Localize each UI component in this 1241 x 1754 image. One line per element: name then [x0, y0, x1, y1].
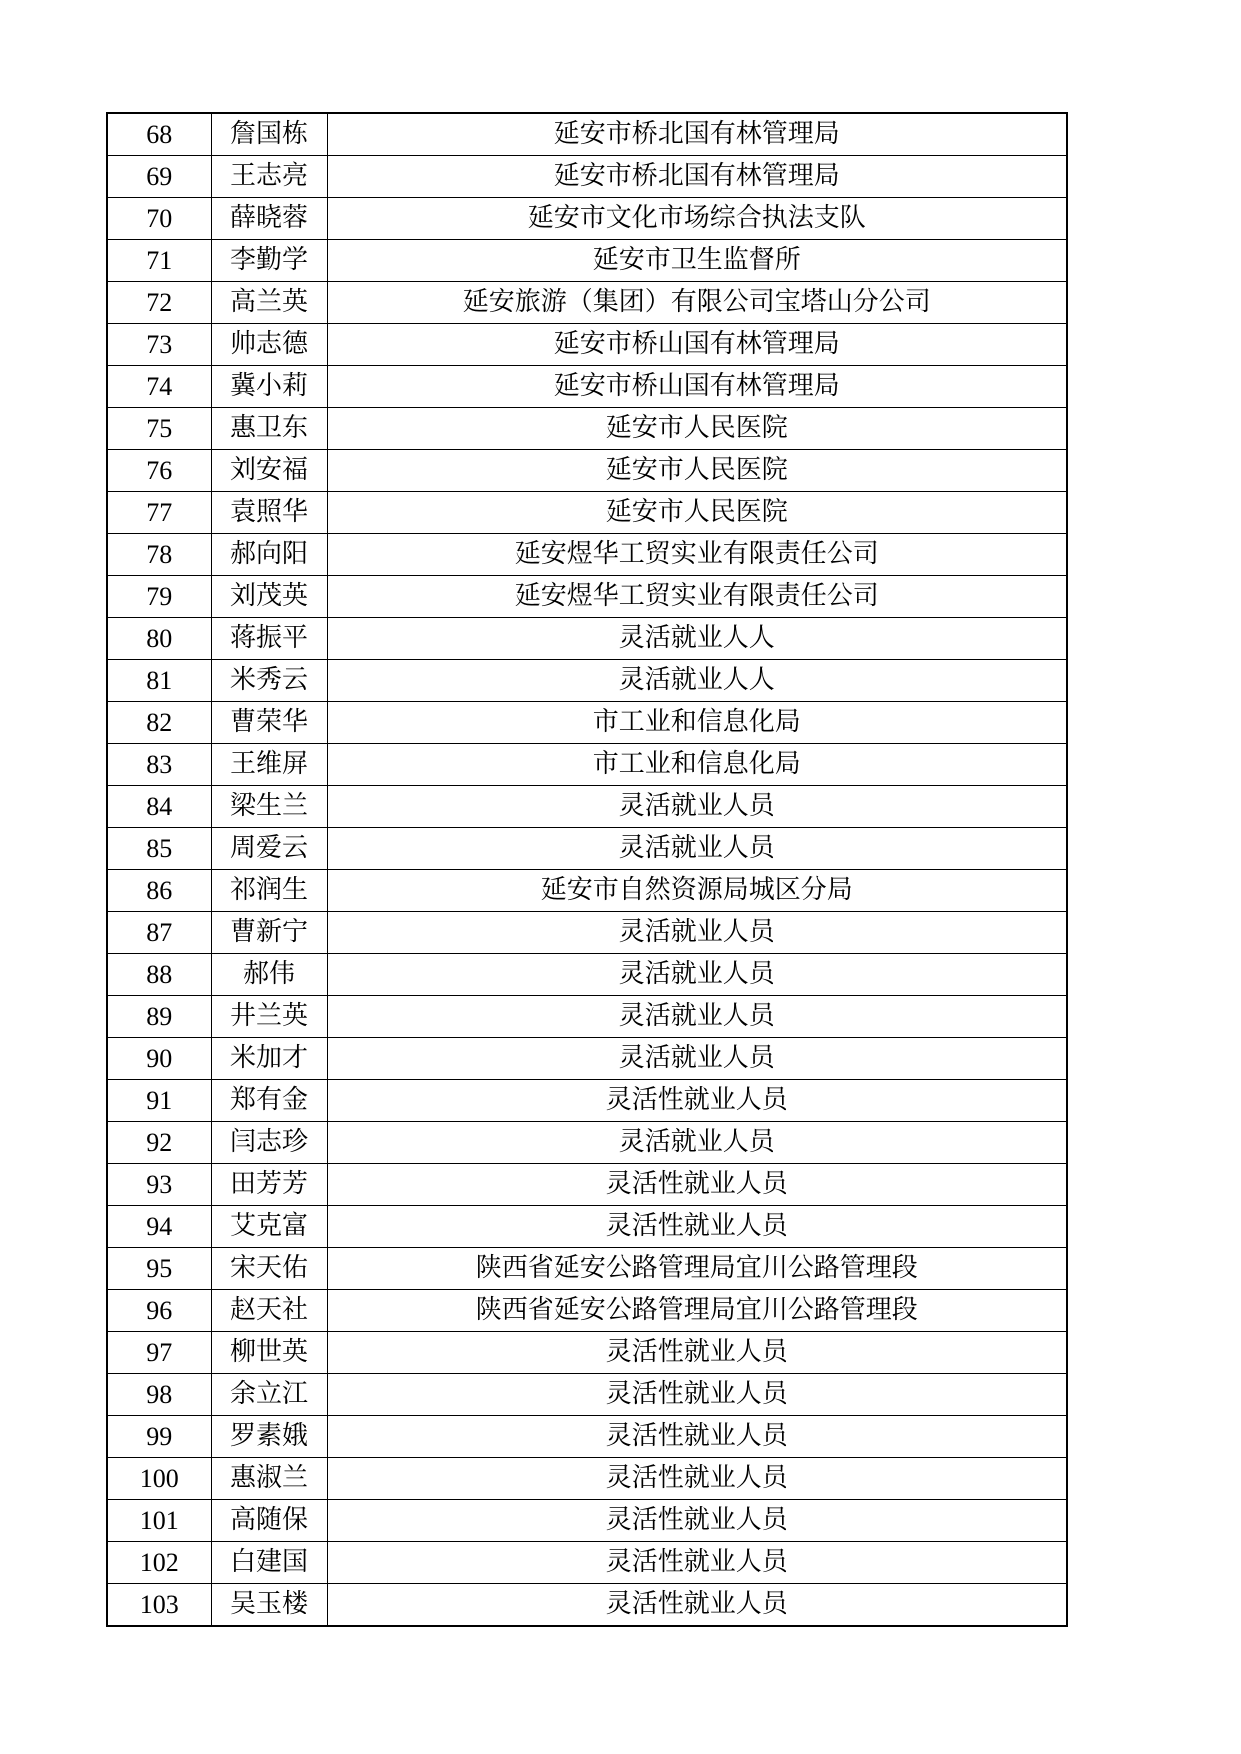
- roster-table: [106, 112, 1068, 1627]
- table-row: [107, 828, 1067, 870]
- person-name: 宋天佑: [211, 1248, 327, 1290]
- row-number: 68: [107, 113, 211, 156]
- work-unit: 延安市人民医院: [327, 450, 1067, 492]
- table-row: [107, 198, 1067, 240]
- table-row: [107, 954, 1067, 996]
- row-number: 80: [107, 618, 211, 660]
- row-number: 84: [107, 786, 211, 828]
- table-row: [107, 744, 1067, 786]
- work-unit: 灵活性就业人员: [327, 1458, 1067, 1500]
- person-name: 井兰英: [211, 996, 327, 1038]
- person-name: 曹新宁: [211, 912, 327, 954]
- work-unit: 灵活性就业人员: [327, 1164, 1067, 1206]
- person-name: 郝伟: [211, 954, 327, 996]
- row-number: 70: [107, 198, 211, 240]
- work-unit: 灵活就业人人: [327, 660, 1067, 702]
- person-name: 詹国栋: [211, 113, 327, 156]
- work-unit: 灵活就业人员: [327, 954, 1067, 996]
- work-unit: 陕西省延安公路管理局宜川公路管理段: [327, 1290, 1067, 1332]
- person-name: 赵天社: [211, 1290, 327, 1332]
- person-name: 帅志德: [211, 324, 327, 366]
- person-name: 袁照华: [211, 492, 327, 534]
- person-name: 艾克富: [211, 1206, 327, 1248]
- table-row: [107, 282, 1067, 324]
- table-row: [107, 534, 1067, 576]
- row-number: 83: [107, 744, 211, 786]
- work-unit: 延安市桥北国有林管理局: [327, 113, 1067, 156]
- row-number: 103: [107, 1584, 211, 1627]
- row-number: 98: [107, 1374, 211, 1416]
- work-unit: 灵活性就业人员: [327, 1416, 1067, 1458]
- work-unit: 灵活就业人员: [327, 1038, 1067, 1080]
- person-name: 余立江: [211, 1374, 327, 1416]
- row-number: 71: [107, 240, 211, 282]
- person-name: 米秀云: [211, 660, 327, 702]
- person-name: 蒋振平: [211, 618, 327, 660]
- row-number: 72: [107, 282, 211, 324]
- person-name: 刘安福: [211, 450, 327, 492]
- work-unit: 延安煜华工贸实业有限责任公司: [327, 534, 1067, 576]
- row-number: 86: [107, 870, 211, 912]
- person-name: 王志亮: [211, 156, 327, 198]
- row-number: 94: [107, 1206, 211, 1248]
- person-name: 白建国: [211, 1542, 327, 1584]
- table-row: [107, 996, 1067, 1038]
- person-name: 高随保: [211, 1500, 327, 1542]
- work-unit: 灵活性就业人员: [327, 1206, 1067, 1248]
- table-row: [107, 786, 1067, 828]
- table-row: [107, 492, 1067, 534]
- table-row: [107, 1500, 1067, 1542]
- work-unit: 灵活性就业人员: [327, 1584, 1067, 1627]
- work-unit: 灵活性就业人员: [327, 1374, 1067, 1416]
- table-row: [107, 1374, 1067, 1416]
- work-unit: 延安市人民医院: [327, 408, 1067, 450]
- row-number: 99: [107, 1416, 211, 1458]
- person-name: 罗素娥: [211, 1416, 327, 1458]
- row-number: 74: [107, 366, 211, 408]
- table-row: [107, 1458, 1067, 1500]
- row-number: 102: [107, 1542, 211, 1584]
- row-number: 81: [107, 660, 211, 702]
- row-number: 76: [107, 450, 211, 492]
- work-unit: 延安市自然资源局城区分局: [327, 870, 1067, 912]
- work-unit: 灵活性就业人员: [327, 1500, 1067, 1542]
- person-name: 李勤学: [211, 240, 327, 282]
- table-row: [107, 618, 1067, 660]
- row-number: 101: [107, 1500, 211, 1542]
- row-number: 95: [107, 1248, 211, 1290]
- person-name: 惠淑兰: [211, 1458, 327, 1500]
- table-row: [107, 870, 1067, 912]
- row-number: 91: [107, 1080, 211, 1122]
- work-unit: 灵活就业人员: [327, 828, 1067, 870]
- row-number: 85: [107, 828, 211, 870]
- work-unit: 灵活就业人员: [327, 912, 1067, 954]
- person-name: 梁生兰: [211, 786, 327, 828]
- table-row: [107, 1248, 1067, 1290]
- table-row: [107, 450, 1067, 492]
- work-unit: 延安市桥山国有林管理局: [327, 366, 1067, 408]
- work-unit: 灵活就业人人: [327, 618, 1067, 660]
- person-name: 惠卫东: [211, 408, 327, 450]
- work-unit: 延安市文化市场综合执法支队: [327, 198, 1067, 240]
- table-row: [107, 240, 1067, 282]
- work-unit: 市工业和信息化局: [327, 744, 1067, 786]
- work-unit: 延安市卫生监督所: [327, 240, 1067, 282]
- person-name: 冀小莉: [211, 366, 327, 408]
- person-name: 祁润生: [211, 870, 327, 912]
- row-number: 77: [107, 492, 211, 534]
- row-number: 73: [107, 324, 211, 366]
- table-row: [107, 324, 1067, 366]
- row-number: 82: [107, 702, 211, 744]
- table-row: [107, 366, 1067, 408]
- work-unit: 灵活性就业人员: [327, 1080, 1067, 1122]
- table-row: [107, 1038, 1067, 1080]
- row-number: 93: [107, 1164, 211, 1206]
- person-name: 刘茂英: [211, 576, 327, 618]
- table-row: [107, 912, 1067, 954]
- table-row: [107, 1122, 1067, 1164]
- person-name: 王维屏: [211, 744, 327, 786]
- work-unit: 灵活性就业人员: [327, 1332, 1067, 1374]
- row-number: 88: [107, 954, 211, 996]
- row-number: 79: [107, 576, 211, 618]
- person-name: 高兰英: [211, 282, 327, 324]
- row-number: 87: [107, 912, 211, 954]
- table-row: [107, 1584, 1067, 1627]
- table-row: [107, 156, 1067, 198]
- person-name: 曹荣华: [211, 702, 327, 744]
- person-name: 薛晓蓉: [211, 198, 327, 240]
- table-row: [107, 113, 1067, 156]
- row-number: 100: [107, 1458, 211, 1500]
- person-name: 郑有金: [211, 1080, 327, 1122]
- work-unit: 延安市桥北国有林管理局: [327, 156, 1067, 198]
- table-row: [107, 1080, 1067, 1122]
- person-name: 周爱云: [211, 828, 327, 870]
- table-row: [107, 660, 1067, 702]
- row-number: 78: [107, 534, 211, 576]
- person-name: 柳世英: [211, 1332, 327, 1374]
- work-unit: 延安市人民医院: [327, 492, 1067, 534]
- row-number: 96: [107, 1290, 211, 1332]
- work-unit: 灵活性就业人员: [327, 1542, 1067, 1584]
- row-number: 92: [107, 1122, 211, 1164]
- work-unit: 延安市桥山国有林管理局: [327, 324, 1067, 366]
- row-number: 90: [107, 1038, 211, 1080]
- work-unit: 陕西省延安公路管理局宜川公路管理段: [327, 1248, 1067, 1290]
- person-name: 吴玉楼: [211, 1584, 327, 1627]
- work-unit: 市工业和信息化局: [327, 702, 1067, 744]
- row-number: 89: [107, 996, 211, 1038]
- table-row: [107, 1290, 1067, 1332]
- row-number: 97: [107, 1332, 211, 1374]
- table-row: [107, 576, 1067, 618]
- table-row: [107, 1164, 1067, 1206]
- work-unit: 延安旅游（集团）有限公司宝塔山分公司: [327, 282, 1067, 324]
- table-row: [107, 1206, 1067, 1248]
- work-unit: 灵活就业人员: [327, 1122, 1067, 1164]
- row-number: 69: [107, 156, 211, 198]
- work-unit: 灵活就业人员: [327, 786, 1067, 828]
- table-row: [107, 408, 1067, 450]
- table-row: [107, 1542, 1067, 1584]
- person-name: 米加才: [211, 1038, 327, 1080]
- person-name: 郝向阳: [211, 534, 327, 576]
- table-row: [107, 1332, 1067, 1374]
- table-row: [107, 1416, 1067, 1458]
- person-name: 田芳芳: [211, 1164, 327, 1206]
- person-name: 闫志珍: [211, 1122, 327, 1164]
- work-unit: 灵活就业人员: [327, 996, 1067, 1038]
- work-unit: 延安煜华工贸实业有限责任公司: [327, 576, 1067, 618]
- roster-body: [107, 113, 1067, 1626]
- row-number: 75: [107, 408, 211, 450]
- table-row: [107, 702, 1067, 744]
